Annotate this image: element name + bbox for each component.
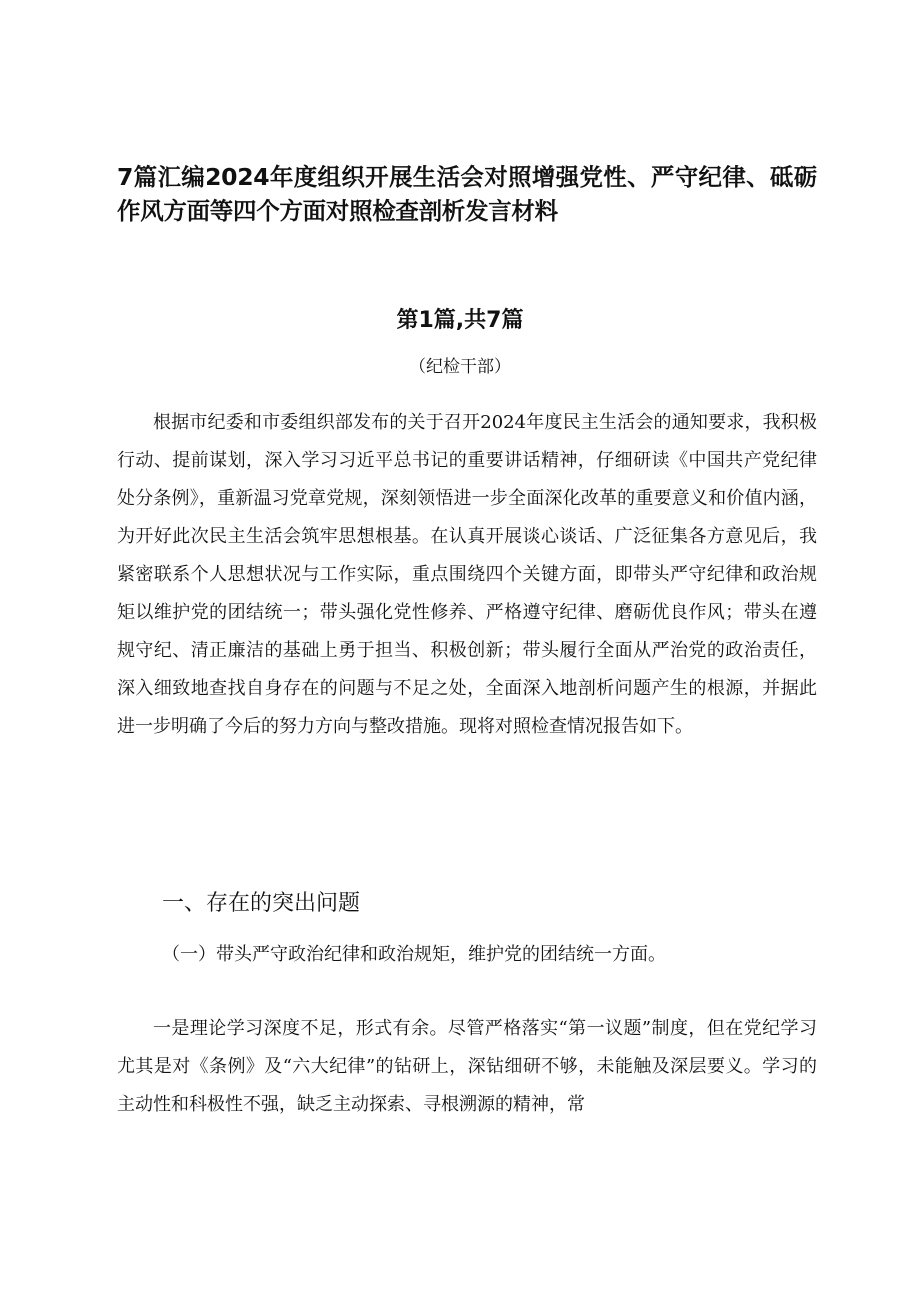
document-title: 7篇汇编2024年度组织开展生活会对照增强党性、严守纪律、砥砺作风方面等四个方面对照检查剖析发言材料 [117,163,817,225]
subheading-political-discipline: （一）带头严守政治纪律和政治规矩，维护党的团结统一方面。 [162,944,666,965]
section-title: 第1篇,共7篇 [396,308,524,333]
author-role: （纪检干部） [409,357,511,377]
intro-paragraph: 根据市纪委和市委组织部发布的关于召开2024年度民主生活会的通知要求，我积极行动、提前谋划，深入学习习近平总书记的重要讲话精神，仔细研读《中国共产党纪律处分条例》，重新温习党章党规，深刻领悟进一步全面深化改革的重要意义和价值内涵，为开好此次民主生活会筑牢思想根基。在认真开展谈心谈话、广泛征集各方意见后，我紧密联系个人思想状况与工作实际，重点围绕四个关键方面，即带头严守纪律和政治规矩以维护党的团结统一；带头强化党性修养、严格遵守纪律、磨砺优良作风；带头在遵规守纪、清正廉洁的基础上勇于担当、积极创新；带头履行全面从严治党的政治责任，深入细致地查找自身存在的问题与不足之处，全面深入地剖析问题产生的根源，并据此进一步明确了今后的努力方向与整改措施。现将对照检查情况报告如下。 [117,412,817,737]
body-paragraph: 一是理论学习深度不足，形式有余。尽管严格落实“第一议题”制度，但在党纪学习尤其是对《条例》及“六大纪律”的钻研上，深钻细研不够，未能触及深层要义。学习的主动性和科极性不强，缺乏主动探索、寻根溯源的精神，常 [117,1018,817,1115]
heading-outstanding-problems: 一、存在的突出问题 [162,891,361,916]
